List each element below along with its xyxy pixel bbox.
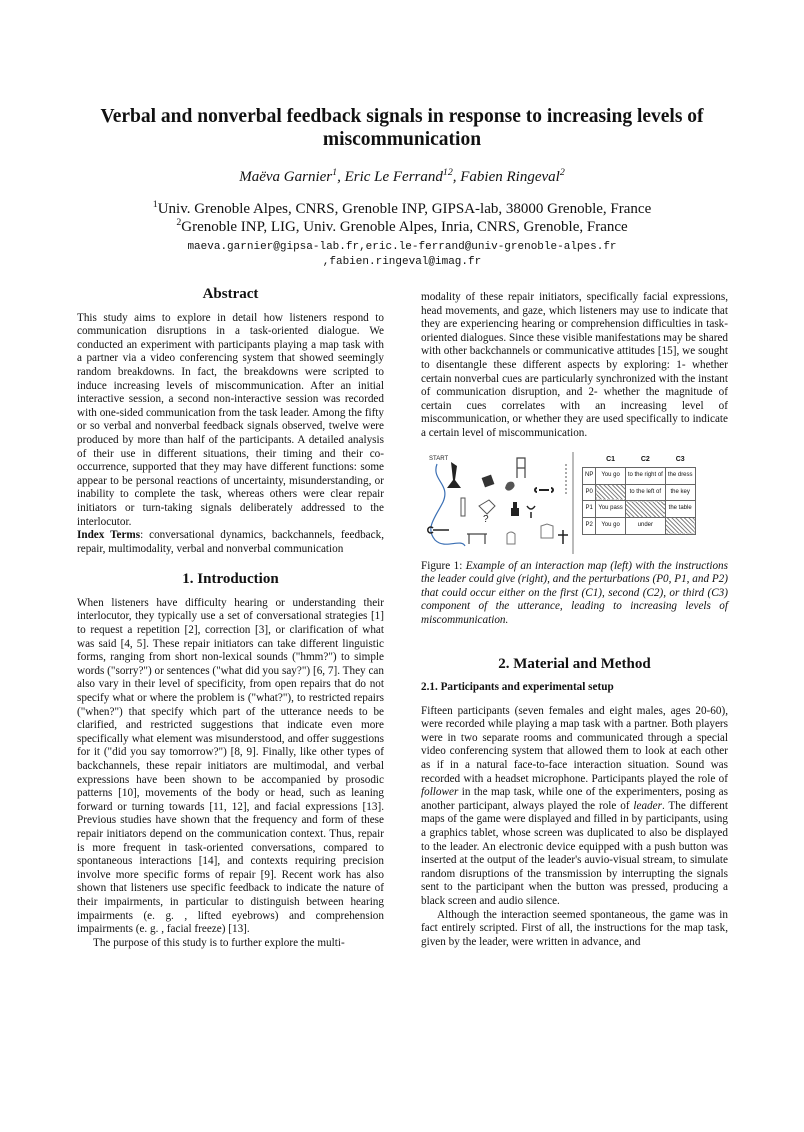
- section-heading-method: 2. Material and Method: [498, 655, 651, 672]
- table-cell: You go: [596, 517, 625, 534]
- index-terms: [77, 529, 384, 556]
- method-paragraph: Although the interaction seemed spontaneous, the game was in fact entirely scripted. First of all, the instructions for the map task, given by the leader, were written in advance, and: [421, 908, 728, 948]
- index-terms-text: : conversational dynamics, backchannels, feedback, repair, multimodality, verbal and nonverbal communication: [77, 529, 384, 555]
- author-affil-mark: 2: [559, 167, 565, 178]
- subsection-heading: 2.1. Participants and experimental setup: [421, 681, 614, 694]
- section-heading-introduction: 1. Introduction: [182, 571, 279, 588]
- col-header-c1: C1: [606, 455, 616, 463]
- table-cell: You pass: [596, 501, 625, 518]
- author-affil-mark: 1: [332, 167, 338, 178]
- box-icon: [482, 474, 495, 487]
- perturbed-cell: [596, 484, 625, 501]
- table-row: [583, 501, 696, 518]
- row-label: P1: [583, 501, 596, 518]
- intro-paragraph: The purpose of this study is to further explore the multi-: [93, 936, 345, 949]
- table-cell: the table: [665, 501, 695, 518]
- table-cell: to the right of: [625, 468, 665, 485]
- table-cell: under: [625, 517, 665, 534]
- right-column: [421, 291, 728, 949]
- figure-1: [421, 450, 728, 560]
- author-emails: [60, 240, 744, 270]
- table-cell: to the left of: [625, 484, 665, 501]
- affiliations: [60, 200, 744, 236]
- table-row: [583, 468, 696, 485]
- author-name: Eric Le Ferrand: [344, 169, 443, 185]
- email-line: maeva.garnier@gipsa-lab.fr,eric.le-ferrand@univ-grenoble-alpes.fr: [187, 241, 617, 253]
- left-column: [77, 288, 384, 950]
- cross-icon: [558, 530, 568, 544]
- table-cell: the dress: [665, 468, 695, 485]
- instruction-table: [582, 452, 696, 535]
- question-mark-icon: ?: [483, 513, 489, 525]
- row-label: NP: [583, 468, 596, 485]
- tooth-icon: [507, 532, 515, 544]
- method-paragraph: Fifteen participants (seven females and eight males, ages 20-60), were recorded while playing a map task with a partner. Both players were in two separate rooms and communicated through a special video conferencing system that allowed them to look at each other as if in a natural face-to-face interaction situation. Sound was recorded with a headset microphone. Participants played the role of follower in the map task, while one of the experimenters, posing as another participant, always played the role of leader. The different maps of the game were displayed and filled in by participants, using a graphics tablet, whose screen was duplicated to also be displayed to the leader. An electronic device equipped with a push button was inserted at the output of the leader's auvio-visual stream, to simulate random disruptions of the transmission by interrupting the signals sent to the participant when the button was pressed, producing a black screen and audio silence.: [421, 704, 728, 907]
- author-name: Fabien Ringeval: [460, 169, 560, 185]
- abstract-text: This study aims to explore in detail how listeners respond to communication disruptions in a task-oriented dialogue. We conducted an experiment with participants playing a map task with a partner via a video conferencing system that showed seemingly random breakdowns. In fact, the breakdowns were scripted to induce increasing levels of miscommunication. After an initial interactive session, a second non-interactive session was recorded with one-sided communication from the task leader. Among the fifty or so verbal and nonverbal feedback signals observed, twelve were produced by more than half of the participants. A detailed analysis of their use in different situations, their timing and their co-occurrence, supported that they may have different functions: some appear to be personal reactions of uncertainty, misunderstanding, or inability to complete the task, whereas others were clear repair initiators or turn-taking signals deliberately addressed to the interlocutor.: [77, 311, 384, 528]
- glass-icon: [527, 506, 535, 518]
- affiliation-2: $^2$Grenoble INP, LIG, Univ. Grenoble Alpes, Inria, CNRS, Grenoble, France: [176, 217, 628, 235]
- row-label: P2: [583, 517, 596, 534]
- chair-icon: [517, 458, 525, 478]
- author-affil-mark: 12: [442, 167, 453, 178]
- bone-icon: [535, 488, 553, 492]
- caption-prefix: Figure 1:: [421, 559, 466, 572]
- route-path: [431, 464, 465, 546]
- intro-paragraph-continued: modality of these repair initiators, specifically facial expressions, head movements, and gaze, which listeners may use to indicate that they are experiencing hearing or comprehension difficulties in task-oriented dialogues. Since these visible manifestations may be shared with other backchannels or communicative attitudes [15], we sought to disentangle these different aspects by exploring: 1- whether certain nonverbal cues are particularly synchronized with the instant of communication disruption, and 2- whether the magnitude of certain cues correlates with an increasing level of miscommunication, or whether they are used specifically to indicate a certain level of miscommunication.: [421, 291, 728, 439]
- author-list: Maëva Garnier$^1$, Eric Le Ferrand$^{12}$, Fabien Ringeval$^2$: [239, 167, 565, 185]
- intro-paragraph: When listeners have difficulty hearing or understanding their interlocutor, they typically use a set of conversational strategies [1] to request a repetition [2], correction [3], or clarification of what was said [4, 5]. These repair initiators can take different linguistic forms, ranging from short non-lexical sounds ("hmm?") to simple words ("sorry?") or sentences ("what did you say?") [6, 7]. They can also vary in their level of specificity, from open repairs that do not specify what or where the problem is ("what?"), to restricted repairs ("when?") that specify which part of the utterance needs to be clarified, and restricted suggestions that indicate even more specifically what element was misunderstood, and offer suggestions for it ("did you say tomorrow?") [8, 9]. Finally, like other types of backchannels, these repair initiators are multimodal, and verbal expressions have been shown to be accompanied by prosodic patterns [10], movements of the body or head, such as leaning forward or turning towards [11, 12], and facial expressions [13]. Previous studies have shown that the frequency and form of these repair initiators depend on the communication context. Thus, repair is more frequent in task-oriented conversations, compared to spontaneous interactions [14], and contexts requiring precision involve more specific forms of repair [9]. Recent work has also shown that listeners use specific feedback to indicate the nature of their impairments, in particular to distinguish between hearing impairments (e. g. , lifted eyebrows) and comprehension impairments (e. g. , facial freeze) [13].: [77, 596, 384, 936]
- col-header-c2: C2: [640, 455, 650, 463]
- caption-text: Example of an interaction map (left) with the instructions the leader could give (right), and the perturbations (P0, P1, and P2) that could occur either on the first (C1), second (C2), or third (C3) component of the utterance, leading to increasing levels of miscommunication.: [421, 559, 728, 626]
- email-line: ,fabien.ringeval@imag.fr: [322, 256, 482, 268]
- row-label: P0: [583, 484, 596, 501]
- shirt-icon: [541, 524, 553, 538]
- index-terms-label: Index Terms: [77, 529, 141, 542]
- abstract-heading: Abstract: [202, 286, 259, 302]
- perturbed-cell: [625, 501, 665, 518]
- table-cell: the key: [665, 484, 695, 501]
- table-cell: You go: [596, 468, 625, 485]
- figure-caption: [421, 560, 728, 628]
- table-icon: [467, 534, 487, 544]
- hat-icon: [479, 500, 495, 514]
- author-name: Maëva Garnier: [239, 169, 333, 185]
- table-row: [583, 517, 696, 534]
- bottle-icon: [511, 502, 519, 516]
- perturbed-cell: [665, 517, 695, 534]
- dress-icon: [447, 462, 461, 488]
- shoe-icon: [505, 481, 515, 490]
- paper-title: Verbal and nonverbal feedback signals in response to increasing levels of miscommunication: [100, 106, 704, 150]
- table-row: [583, 484, 696, 501]
- affiliation-1: $^1$Univ. Grenoble Alpes, CNRS, Grenoble INP, GIPSA-lab, 38000 Grenoble, France: [152, 199, 652, 217]
- start-label: START: [429, 455, 449, 462]
- boot-icon: [461, 498, 465, 516]
- col-header-c3: C3: [675, 455, 685, 463]
